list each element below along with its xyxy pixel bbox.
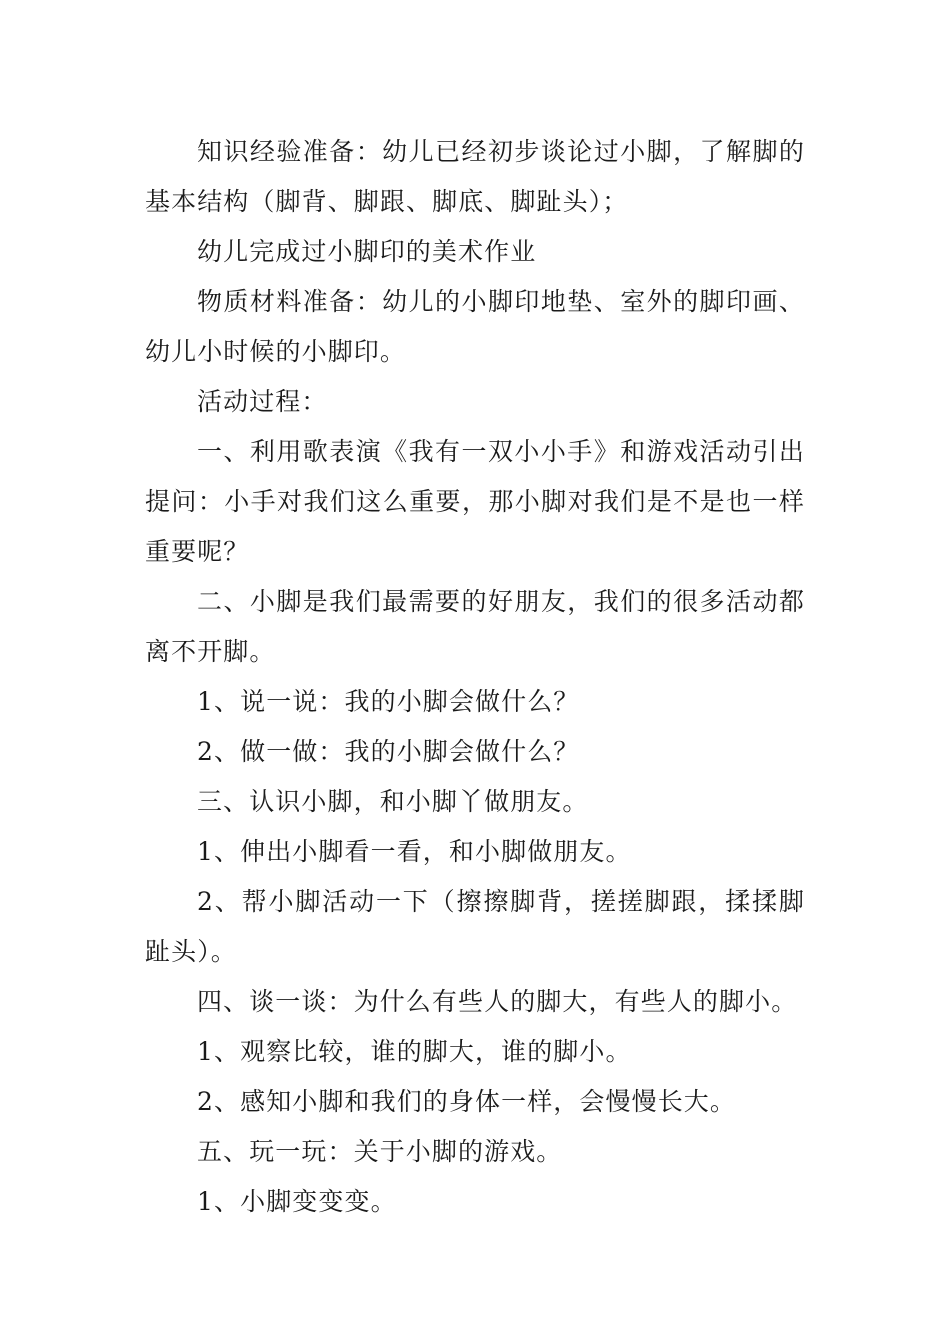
paragraph-step-two-1: 1、说一说：我的小脚会做什么？ (197, 687, 580, 716)
paragraph-step-three-1: 1、伸出小脚看一看，和小脚做朋友。 (197, 837, 632, 866)
paragraph-art-work: 幼儿完成过小脚印的美术作业 (197, 237, 537, 266)
paragraph-step-five: 五、玩一玩：关于小脚的游戏。 (197, 1137, 563, 1166)
paragraph-step-one: 一、利用歌表演《我有一双小小手》和游戏活动引出提问：小手对我们这么重要，那小脚对我们是不是也一样重要呢？ (145, 437, 805, 566)
paragraph-step-three-2: 2、帮小脚活动一下（擦擦脚背，搓搓脚跟，揉揉脚趾头）。 (145, 887, 805, 966)
paragraph-step-two-2: 2、做一做：我的小脚会做什么？ (197, 737, 580, 766)
paragraph-step-four-1: 1、观察比较，谁的脚大，谁的脚小。 (197, 1037, 632, 1066)
paragraph-process-heading: 活动过程： (197, 387, 328, 416)
paragraph-step-three: 三、认识小脚，和小脚丫做朋友。 (197, 787, 589, 816)
paragraph-step-two: 二、小脚是我们最需要的好朋友，我们的很多活动都离不开脚。 (145, 587, 805, 666)
paragraph-step-five-1: 1、小脚变变变。 (197, 1187, 397, 1216)
paragraph-step-four: 四、谈一谈：为什么有些人的脚大，有些人的脚小。 (197, 987, 798, 1016)
paragraph-material-prep: 物质材料准备：幼儿的小脚印地垫、室外的脚印画、幼儿小时候的小脚印。 (145, 287, 805, 366)
document-body (145, 127, 805, 1227)
paragraph-knowledge-prep: 知识经验准备：幼儿已经初步谈论过小脚，了解脚的基本结构（脚背、脚跟、脚底、脚趾头）； (145, 137, 805, 216)
paragraph-step-four-2: 2、感知小脚和我们的身体一样，会慢慢长大。 (197, 1087, 737, 1116)
